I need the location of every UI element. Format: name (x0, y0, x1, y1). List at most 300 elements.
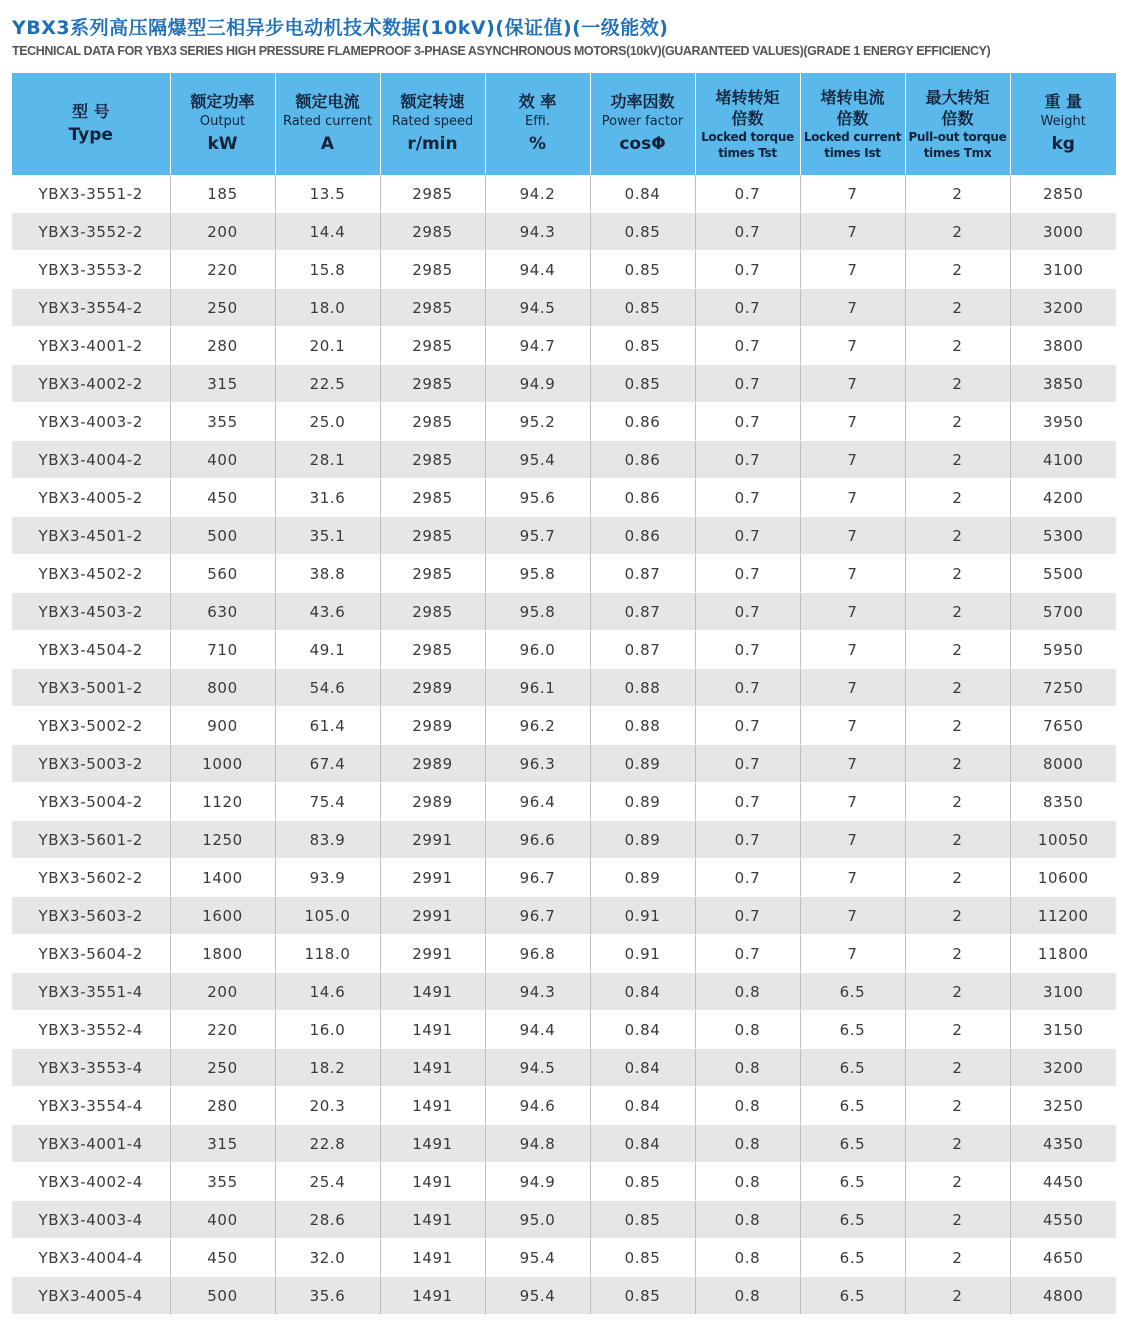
table-row (12, 1049, 1116, 1087)
table-header (12, 73, 1116, 175)
table-row (12, 1163, 1116, 1201)
locked-torque-cell: 0.7 (695, 289, 800, 327)
locked-current-cell: 7 (800, 327, 905, 365)
speed-cell: 2985 (380, 631, 485, 669)
locked-torque-cell: 0.7 (695, 745, 800, 783)
output-cell: 900 (170, 707, 275, 745)
type-cell: YBX3-3553-2 (12, 251, 170, 289)
header-locked-torque (695, 73, 800, 175)
locked-torque-cell: 0.7 (695, 669, 800, 707)
current-cell: 83.9 (275, 821, 380, 859)
type-cell: YBX3-5004-2 (12, 783, 170, 821)
speed-cell: 2989 (380, 669, 485, 707)
header-pullout-torque-zh2: 倍数 (941, 109, 974, 128)
output-cell: 185 (170, 175, 275, 213)
pullout-torque-cell: 2 (905, 327, 1010, 365)
power-factor-cell: 0.84 (590, 1049, 695, 1087)
pullout-torque-cell: 2 (905, 213, 1010, 251)
output-cell: 315 (170, 365, 275, 403)
pullout-torque-cell: 2 (905, 897, 1010, 935)
efficiency-cell: 94.2 (485, 175, 590, 213)
header-current-en: Rated current (282, 114, 373, 129)
weight-cell: 5950 (1010, 631, 1116, 669)
header-power-factor-en: Power factor (601, 114, 684, 129)
weight-cell: 3100 (1010, 251, 1116, 289)
efficiency-cell: 95.4 (485, 441, 590, 479)
type-cell: YBX3-4001-4 (12, 1125, 170, 1163)
power-factor-cell: 0.85 (590, 1201, 695, 1239)
output-cell: 280 (170, 327, 275, 365)
pullout-torque-cell: 2 (905, 175, 1010, 213)
power-factor-cell: 0.86 (590, 441, 695, 479)
table-row (12, 821, 1116, 859)
locked-torque-cell: 0.7 (695, 859, 800, 897)
type-cell: YBX3-5001-2 (12, 669, 170, 707)
type-cell: YBX3-5603-2 (12, 897, 170, 935)
type-cell: YBX3-5003-2 (12, 745, 170, 783)
locked-torque-cell: 0.7 (695, 707, 800, 745)
power-factor-cell: 0.85 (590, 1163, 695, 1201)
locked-current-cell: 6.5 (800, 1277, 905, 1315)
locked-current-cell: 7 (800, 821, 905, 859)
speed-cell: 2991 (380, 935, 485, 973)
pullout-torque-cell: 2 (905, 1087, 1010, 1125)
speed-cell: 2985 (380, 555, 485, 593)
efficiency-cell: 95.4 (485, 1277, 590, 1315)
weight-cell: 5700 (1010, 593, 1116, 631)
pullout-torque-cell: 2 (905, 821, 1010, 859)
table-row (12, 1277, 1116, 1315)
header-locked-torque-en2: times Tst (718, 146, 777, 160)
efficiency-cell: 96.0 (485, 631, 590, 669)
pullout-torque-cell: 2 (905, 973, 1010, 1011)
output-cell: 500 (170, 517, 275, 555)
output-cell: 220 (170, 251, 275, 289)
locked-current-cell: 7 (800, 783, 905, 821)
locked-torque-cell: 0.7 (695, 441, 800, 479)
table-row (12, 897, 1116, 935)
header-weight-en: Weight (1040, 114, 1086, 129)
weight-cell: 3800 (1010, 327, 1116, 365)
weight-cell: 4350 (1010, 1125, 1116, 1163)
efficiency-cell: 94.7 (485, 327, 590, 365)
table-row (12, 1125, 1116, 1163)
type-cell: YBX3-3552-2 (12, 213, 170, 251)
type-cell: YBX3-3551-4 (12, 973, 170, 1011)
header-output (170, 73, 275, 175)
current-cell: 75.4 (275, 783, 380, 821)
weight-cell: 10050 (1010, 821, 1116, 859)
current-cell: 18.0 (275, 289, 380, 327)
power-factor-cell: 0.85 (590, 327, 695, 365)
locked-current-cell: 7 (800, 251, 905, 289)
output-cell: 280 (170, 1087, 275, 1125)
header-weight-zh: 重 量 (1044, 92, 1083, 111)
power-factor-cell: 0.85 (590, 289, 695, 327)
efficiency-cell: 96.1 (485, 669, 590, 707)
pullout-torque-cell: 2 (905, 479, 1010, 517)
pullout-torque-cell: 2 (905, 441, 1010, 479)
weight-cell: 3100 (1010, 973, 1116, 1011)
power-factor-cell: 0.88 (590, 707, 695, 745)
pullout-torque-cell: 2 (905, 289, 1010, 327)
locked-torque-cell: 0.7 (695, 783, 800, 821)
weight-cell: 5300 (1010, 517, 1116, 555)
locked-torque-cell: 0.7 (695, 555, 800, 593)
locked-current-cell: 7 (800, 707, 905, 745)
efficiency-cell: 94.9 (485, 365, 590, 403)
header-type-zh: 型 号 (71, 101, 110, 121)
power-factor-cell: 0.84 (590, 1125, 695, 1163)
locked-current-cell: 6.5 (800, 1049, 905, 1087)
speed-cell: 1491 (380, 1239, 485, 1277)
table-row (12, 441, 1116, 479)
efficiency-cell: 94.3 (485, 973, 590, 1011)
current-cell: 118.0 (275, 935, 380, 973)
type-cell: YBX3-4005-2 (12, 479, 170, 517)
speed-cell: 2985 (380, 479, 485, 517)
efficiency-cell: 94.9 (485, 1163, 590, 1201)
efficiency-cell: 96.8 (485, 935, 590, 973)
output-cell: 1250 (170, 821, 275, 859)
locked-current-cell: 7 (800, 897, 905, 935)
efficiency-cell: 94.4 (485, 1011, 590, 1049)
locked-torque-cell: 0.8 (695, 1087, 800, 1125)
table-row (12, 175, 1116, 213)
type-cell: YBX3-5601-2 (12, 821, 170, 859)
locked-torque-cell: 0.8 (695, 1125, 800, 1163)
weight-cell: 3200 (1010, 1049, 1116, 1087)
current-cell: 35.6 (275, 1277, 380, 1315)
pullout-torque-cell: 2 (905, 251, 1010, 289)
output-cell: 450 (170, 479, 275, 517)
weight-cell: 3000 (1010, 213, 1116, 251)
pullout-torque-cell: 2 (905, 745, 1010, 783)
header-pullout-torque-en1: Pull-out torque (908, 130, 1007, 144)
table-body (12, 175, 1116, 1315)
power-factor-cell: 0.88 (590, 669, 695, 707)
weight-cell: 4100 (1010, 441, 1116, 479)
type-cell: YBX3-3551-2 (12, 175, 170, 213)
power-factor-cell: 0.87 (590, 631, 695, 669)
power-factor-cell: 0.91 (590, 935, 695, 973)
locked-torque-cell: 0.8 (695, 973, 800, 1011)
locked-torque-cell: 0.8 (695, 1163, 800, 1201)
table-row (12, 1239, 1116, 1277)
locked-current-cell: 7 (800, 859, 905, 897)
header-pullout-torque-zh1: 最大转矩 (925, 88, 990, 107)
type-cell: YBX3-4005-4 (12, 1277, 170, 1315)
type-cell: YBX3-3552-4 (12, 1011, 170, 1049)
header-power-factor (590, 73, 695, 175)
table-row (12, 289, 1116, 327)
speed-cell: 1491 (380, 1125, 485, 1163)
header-speed-unit: r/min (407, 134, 458, 154)
power-factor-cell: 0.84 (590, 1011, 695, 1049)
speed-cell: 2985 (380, 593, 485, 631)
efficiency-cell: 95.7 (485, 517, 590, 555)
current-cell: 25.0 (275, 403, 380, 441)
power-factor-cell: 0.85 (590, 251, 695, 289)
locked-current-cell: 7 (800, 935, 905, 973)
speed-cell: 2985 (380, 365, 485, 403)
table-row (12, 403, 1116, 441)
output-cell: 355 (170, 1163, 275, 1201)
header-output-zh: 额定功率 (190, 92, 255, 111)
current-cell: 32.0 (275, 1239, 380, 1277)
output-cell: 220 (170, 1011, 275, 1049)
output-cell: 500 (170, 1277, 275, 1315)
type-cell: YBX3-4002-4 (12, 1163, 170, 1201)
efficiency-cell: 96.7 (485, 859, 590, 897)
output-cell: 630 (170, 593, 275, 631)
type-cell: YBX3-3554-4 (12, 1087, 170, 1125)
locked-torque-cell: 0.7 (695, 631, 800, 669)
efficiency-cell: 95.8 (485, 555, 590, 593)
current-cell: 38.8 (275, 555, 380, 593)
pullout-torque-cell: 2 (905, 555, 1010, 593)
locked-current-cell: 6.5 (800, 973, 905, 1011)
current-cell: 22.5 (275, 365, 380, 403)
speed-cell: 1491 (380, 1163, 485, 1201)
header-efficiency-en: Effi. (525, 114, 550, 129)
weight-cell: 3200 (1010, 289, 1116, 327)
weight-cell: 8350 (1010, 783, 1116, 821)
efficiency-cell: 96.7 (485, 897, 590, 935)
weight-cell: 4650 (1010, 1239, 1116, 1277)
output-cell: 1000 (170, 745, 275, 783)
locked-current-cell: 6.5 (800, 1125, 905, 1163)
type-cell: YBX3-5002-2 (12, 707, 170, 745)
table-row (12, 517, 1116, 555)
efficiency-cell: 95.0 (485, 1201, 590, 1239)
speed-cell: 1491 (380, 1277, 485, 1315)
efficiency-cell: 96.2 (485, 707, 590, 745)
table-row (12, 251, 1116, 289)
type-cell: YBX3-4003-2 (12, 403, 170, 441)
speed-cell: 2985 (380, 289, 485, 327)
power-factor-cell: 0.89 (590, 783, 695, 821)
speed-cell: 2991 (380, 859, 485, 897)
pullout-torque-cell: 2 (905, 517, 1010, 555)
header-locked-current-zh1: 堵转电流 (820, 88, 885, 107)
efficiency-cell: 95.6 (485, 479, 590, 517)
weight-cell: 3950 (1010, 403, 1116, 441)
pullout-torque-cell: 2 (905, 1011, 1010, 1049)
pullout-torque-cell: 2 (905, 403, 1010, 441)
locked-torque-cell: 0.8 (695, 1049, 800, 1087)
current-cell: 14.6 (275, 973, 380, 1011)
locked-current-cell: 7 (800, 175, 905, 213)
pullout-torque-cell: 2 (905, 1277, 1010, 1315)
power-factor-cell: 0.86 (590, 479, 695, 517)
type-cell: YBX3-3554-2 (12, 289, 170, 327)
current-cell: 14.4 (275, 213, 380, 251)
speed-cell: 2985 (380, 251, 485, 289)
table-row (12, 327, 1116, 365)
header-current-unit: A (320, 134, 335, 154)
table-row (12, 669, 1116, 707)
locked-current-cell: 7 (800, 593, 905, 631)
output-cell: 250 (170, 289, 275, 327)
pullout-torque-cell: 2 (905, 631, 1010, 669)
pullout-torque-cell: 2 (905, 1049, 1010, 1087)
efficiency-cell: 94.3 (485, 213, 590, 251)
locked-torque-cell: 0.7 (695, 821, 800, 859)
type-cell: YBX3-4503-2 (12, 593, 170, 631)
header-type (12, 73, 170, 175)
current-cell: 67.4 (275, 745, 380, 783)
current-cell: 22.8 (275, 1125, 380, 1163)
locked-torque-cell: 0.8 (695, 1011, 800, 1049)
current-cell: 20.1 (275, 327, 380, 365)
current-cell: 28.1 (275, 441, 380, 479)
current-cell: 18.2 (275, 1049, 380, 1087)
weight-cell: 4800 (1010, 1277, 1116, 1315)
output-cell: 400 (170, 1201, 275, 1239)
pullout-torque-cell: 2 (905, 593, 1010, 631)
weight-cell: 3250 (1010, 1087, 1116, 1125)
header-current (275, 73, 380, 175)
current-cell: 25.4 (275, 1163, 380, 1201)
technical-data-table (12, 73, 1116, 1315)
power-factor-cell: 0.86 (590, 517, 695, 555)
locked-torque-cell: 0.8 (695, 1201, 800, 1239)
header-locked-current-en1: Locked current (803, 130, 902, 144)
header-locked-torque-en1: Locked torque (701, 130, 794, 144)
power-factor-cell: 0.85 (590, 1277, 695, 1315)
pullout-torque-cell: 2 (905, 707, 1010, 745)
speed-cell: 2985 (380, 175, 485, 213)
output-cell: 250 (170, 1049, 275, 1087)
table-row (12, 745, 1116, 783)
speed-cell: 2985 (380, 517, 485, 555)
locked-current-cell: 6.5 (800, 1163, 905, 1201)
type-cell: YBX3-4504-2 (12, 631, 170, 669)
header-speed-zh: 额定转速 (400, 92, 465, 111)
locked-current-cell: 6.5 (800, 1201, 905, 1239)
power-factor-cell: 0.85 (590, 213, 695, 251)
table-row (12, 859, 1116, 897)
power-factor-cell: 0.86 (590, 403, 695, 441)
type-cell: YBX3-5602-2 (12, 859, 170, 897)
output-cell: 200 (170, 213, 275, 251)
table-row (12, 555, 1116, 593)
weight-cell: 7250 (1010, 669, 1116, 707)
speed-cell: 1491 (380, 973, 485, 1011)
header-pullout-torque (905, 73, 1010, 175)
table-row (12, 935, 1116, 973)
header-locked-torque-zh1: 堵转转矩 (715, 88, 780, 107)
header-speed-en: Rated speed (391, 114, 474, 129)
header-output-unit: kW (207, 134, 238, 154)
locked-current-cell: 7 (800, 745, 905, 783)
pullout-torque-cell: 2 (905, 859, 1010, 897)
current-cell: 54.6 (275, 669, 380, 707)
header-locked-torque-zh2: 倍数 (731, 109, 764, 128)
locked-current-cell: 7 (800, 517, 905, 555)
type-cell: YBX3-4001-2 (12, 327, 170, 365)
speed-cell: 2985 (380, 327, 485, 365)
page-title-english: TECHNICAL DATA FOR YBX3 SERIES HIGH PRESSURE FLAMEPROOF 3-PHASE ASYNCHRONOUS MOTORS(10kV)(GUARANTEED VALUES)(GRADE 1 ENERGY EFFICIENCY) (12, 44, 991, 58)
speed-cell: 2989 (380, 745, 485, 783)
weight-cell: 11800 (1010, 935, 1116, 973)
output-cell: 1120 (170, 783, 275, 821)
type-cell: YBX3-4004-2 (12, 441, 170, 479)
pullout-torque-cell: 2 (905, 1239, 1010, 1277)
locked-current-cell: 7 (800, 403, 905, 441)
output-cell: 400 (170, 441, 275, 479)
output-cell: 1400 (170, 859, 275, 897)
power-factor-cell: 0.89 (590, 821, 695, 859)
pullout-torque-cell: 2 (905, 1125, 1010, 1163)
locked-torque-cell: 0.7 (695, 897, 800, 935)
current-cell: 43.6 (275, 593, 380, 631)
power-factor-cell: 0.85 (590, 1239, 695, 1277)
output-cell: 450 (170, 1239, 275, 1277)
header-efficiency (485, 73, 590, 175)
locked-current-cell: 6.5 (800, 1239, 905, 1277)
locked-torque-cell: 0.8 (695, 1239, 800, 1277)
locked-torque-cell: 0.7 (695, 593, 800, 631)
power-factor-cell: 0.85 (590, 365, 695, 403)
output-cell: 1800 (170, 935, 275, 973)
locked-torque-cell: 0.7 (695, 479, 800, 517)
pullout-torque-cell: 2 (905, 935, 1010, 973)
efficiency-cell: 94.5 (485, 1049, 590, 1087)
output-cell: 315 (170, 1125, 275, 1163)
locked-torque-cell: 0.7 (695, 517, 800, 555)
header-pullout-torque-en2: times Tmx (923, 146, 992, 160)
weight-cell: 4200 (1010, 479, 1116, 517)
speed-cell: 2989 (380, 707, 485, 745)
locked-current-cell: 7 (800, 441, 905, 479)
weight-cell: 7650 (1010, 707, 1116, 745)
weight-cell: 3850 (1010, 365, 1116, 403)
efficiency-cell: 95.2 (485, 403, 590, 441)
speed-cell: 2985 (380, 213, 485, 251)
weight-cell: 10600 (1010, 859, 1116, 897)
power-factor-cell: 0.87 (590, 593, 695, 631)
table-row (12, 1201, 1116, 1239)
locked-torque-cell: 0.7 (695, 327, 800, 365)
weight-cell: 5500 (1010, 555, 1116, 593)
efficiency-cell: 96.4 (485, 783, 590, 821)
speed-cell: 2989 (380, 783, 485, 821)
weight-cell: 4450 (1010, 1163, 1116, 1201)
current-cell: 61.4 (275, 707, 380, 745)
header-locked-current (800, 73, 905, 175)
speed-cell: 2985 (380, 403, 485, 441)
locked-current-cell: 7 (800, 631, 905, 669)
page-title-chinese: YBX3系列高压隔爆型三相异步电动机技术数据(10kV)(保证值)(一级能效) (12, 17, 669, 39)
speed-cell: 1491 (380, 1201, 485, 1239)
current-cell: 35.1 (275, 517, 380, 555)
output-cell: 1600 (170, 897, 275, 935)
efficiency-cell: 96.3 (485, 745, 590, 783)
current-cell: 16.0 (275, 1011, 380, 1049)
table-row (12, 1087, 1116, 1125)
current-cell: 20.3 (275, 1087, 380, 1125)
locked-torque-cell: 0.8 (695, 1277, 800, 1315)
header-current-zh: 额定电流 (295, 92, 360, 111)
header-locked-current-en2: times Ist (824, 146, 881, 160)
efficiency-cell: 94.5 (485, 289, 590, 327)
power-factor-cell: 0.91 (590, 897, 695, 935)
locked-current-cell: 7 (800, 289, 905, 327)
power-factor-cell: 0.89 (590, 859, 695, 897)
header-type-en: Type (68, 124, 113, 145)
